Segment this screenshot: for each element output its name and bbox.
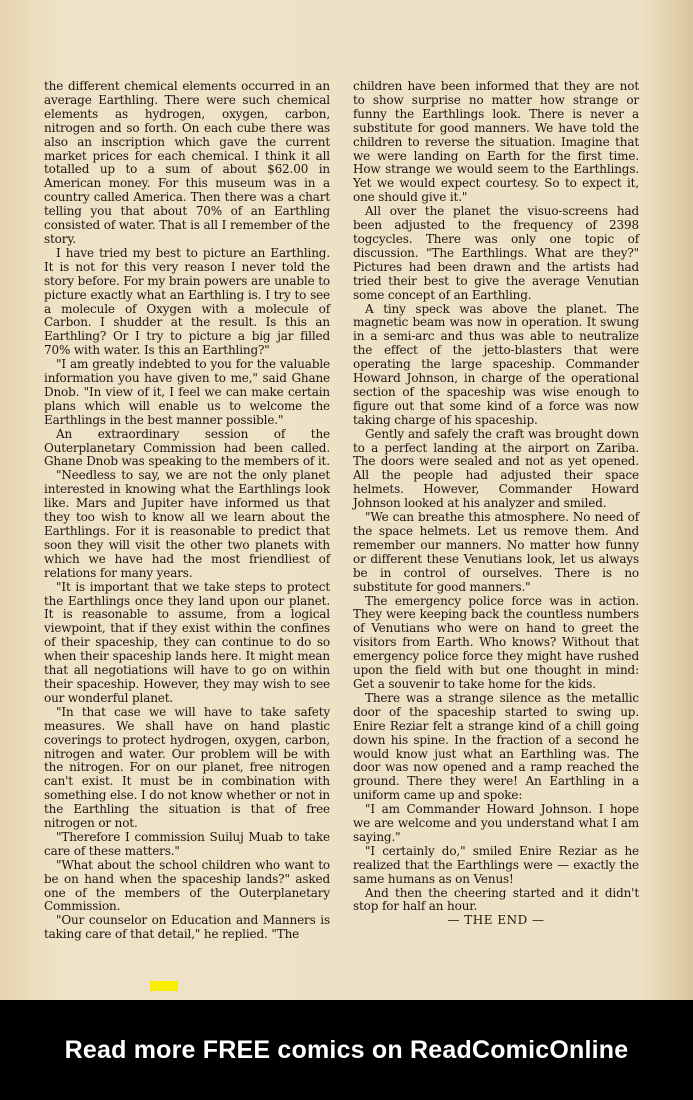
paragraph: An extraordinary session of the Outerplanetary Commission had been called. Ghane Dnob was speaking to the members of it. — [44, 426, 330, 469]
promo-banner-text[interactable]: Read more FREE comics on ReadComicOnline — [64, 1035, 629, 1064]
the-end-label: — THE END — — [447, 913, 545, 928]
paragraph: "I am greatly indebted to you for the valuable information you have given to me," said Ghane Dnob. "In view of it, I feel we can make certain plans which will enable us to welcome the Earthlings in the best manner possible." — [44, 357, 330, 427]
story-column-right — [353, 80, 639, 928]
paragraph: "In that case we will have to take safety measures. We shall have on hand plastic coverings to protect hydrogen, oxygen, carbon, nitrogen and water. Our problem will be with the nitrogen. For on our planet, free nitrogen can't exist. It must be in combination with something else. I do not know whether or not in the Earthling the situation is that of free nitrogen or not. — [44, 704, 330, 831]
paragraph: A tiny speck was above the planet. The magnetic beam was now in operation. It swung in a semi-arc and thus was able to neutralize the effect of the jetto-blasters that were operating the large spaceship. Commander Howard Johnson, in charge of the operational section of the spaceship was wise enough to figure out that some kind of a force was now taking charge of his spaceship. — [353, 301, 639, 427]
paragraph: The emergency police force was in action. They were keeping back the countless numbers of Venutians who were on hand to greet the visitors from Earth. Who knows? Without that emergency police force they might have rushed upon the field with but one thought in mind: Get a souvenir to take home for the kids. — [353, 593, 639, 691]
paragraph: "Our counselor on Education and Manners is taking care of that detail," he replied. "The — [44, 913, 330, 942]
paragraph: "We can breathe this atmosphere. No need of the space helmets. Let us remove them. And remember our manners. No matter how funny or different these Venutians look, let us always be in control of ourselves. There is no substitute for good manners." — [353, 510, 639, 594]
paragraph: I have tried my best to picture an Earthling. It is not for this very reason I never told the story before. For my brain powers are unable to picture exactly what an Earthling is. I try to see a molecule of Oxygen with a molecule of Carbon. I shudder at the result. Is this an Earthling? Or I try to picture a big jar filled 70% with water. Is this an Earthling?" — [44, 245, 330, 358]
paragraph: children have been informed that they are not to show surprise no matter how strange or funny the Earthlings look. There is never a substitute for good manners. We have told the children to reverse the situation. Imagine that we were landing on Earth for the first time. How strange we would seem to the Earthlings. Yet we would expect courtesy. So to expect it, one should give it." — [353, 79, 639, 205]
paragraph: "It is important that we take steps to protect the Earthlings once they land upon our planet. It is reasonable to assume, from a logical viewpoint, that if they exist within the confines of their spaceship, they can continue to do so when their spaceship lands here. It might mean that all negotiations will have to go on within their spaceship. However, they may wish to see our wonderful planet. — [44, 579, 330, 705]
paragraph: "Therefore I commission Suiluj Muab to take care of these matters." — [44, 829, 330, 858]
paragraph: "I am Commander Howard Johnson. I hope we are welcome and you understand what I am saying." — [353, 802, 639, 844]
paragraph: All over the planet the visuo-screens had been adjusted to the frequency of 2398 togcycles. There was only one topic of discussion. "The Earthlings. What are they?" Pictures had been drawn and the artists had tried their best to give the average Venutian some concept of an Earthling. — [353, 204, 639, 302]
paragraph: "Needless to say, we are not the only planet interested in knowing what the Earthlings look like. Mars and Jupiter have informed us that they too wish to know all we learn about the Earthlings. For it is reasonable to predict that soon they will visit the other two planets with which we have had the most friendliest of relations for many years. — [44, 468, 330, 580]
paragraph: Gently and safely the craft was brought down to a perfect landing at the airport on Zariba. The doors were sealed and not as yet opened. All the people had adjusted their space helmets. However, Commander Howard Johnson looked at his analyzer and smiled. — [353, 426, 639, 511]
paragraph: And then the cheering started and it didn't stop for half an hour. — [353, 885, 639, 914]
promo-banner[interactable] — [0, 1000, 693, 1100]
paragraph: "I certainly do," smiled Enire Reziar as he realized that the Earthlings were — exactly the same humans as on Venus! — [353, 843, 639, 886]
story-column-left — [44, 80, 330, 942]
paragraph: There was a strange silence as the metallic door of the spaceship started to swing up. Enire Reziar felt a strange kind of a chill going down his spine. In the fraction of a second he would know just what an Earthling was. The door was now opened and a ramp reached the ground. There they were! An Earthling in a uniform came up and spoke: — [353, 690, 639, 803]
yellow-highlight-mark — [150, 981, 178, 991]
paragraph: the different chemical elements occurred in an average Earthling. There were such chemical elements as hydrogen, oxygen, carbon, nitrogen and so forth. On each cube there was also an inscription which gave the current market prices for each chemical. I think it all totalled up to a sum of about $62.00 in American money. For this museum was in a country called America. Then there was a chart telling you that about 70% of an Earthling consisted of water. That is all I remember of the story. — [44, 79, 330, 246]
paragraph: "What about the school children who want to be on hand when the spaceship lands?" asked one of the members of the Outerplanetary Commission. — [44, 857, 330, 914]
